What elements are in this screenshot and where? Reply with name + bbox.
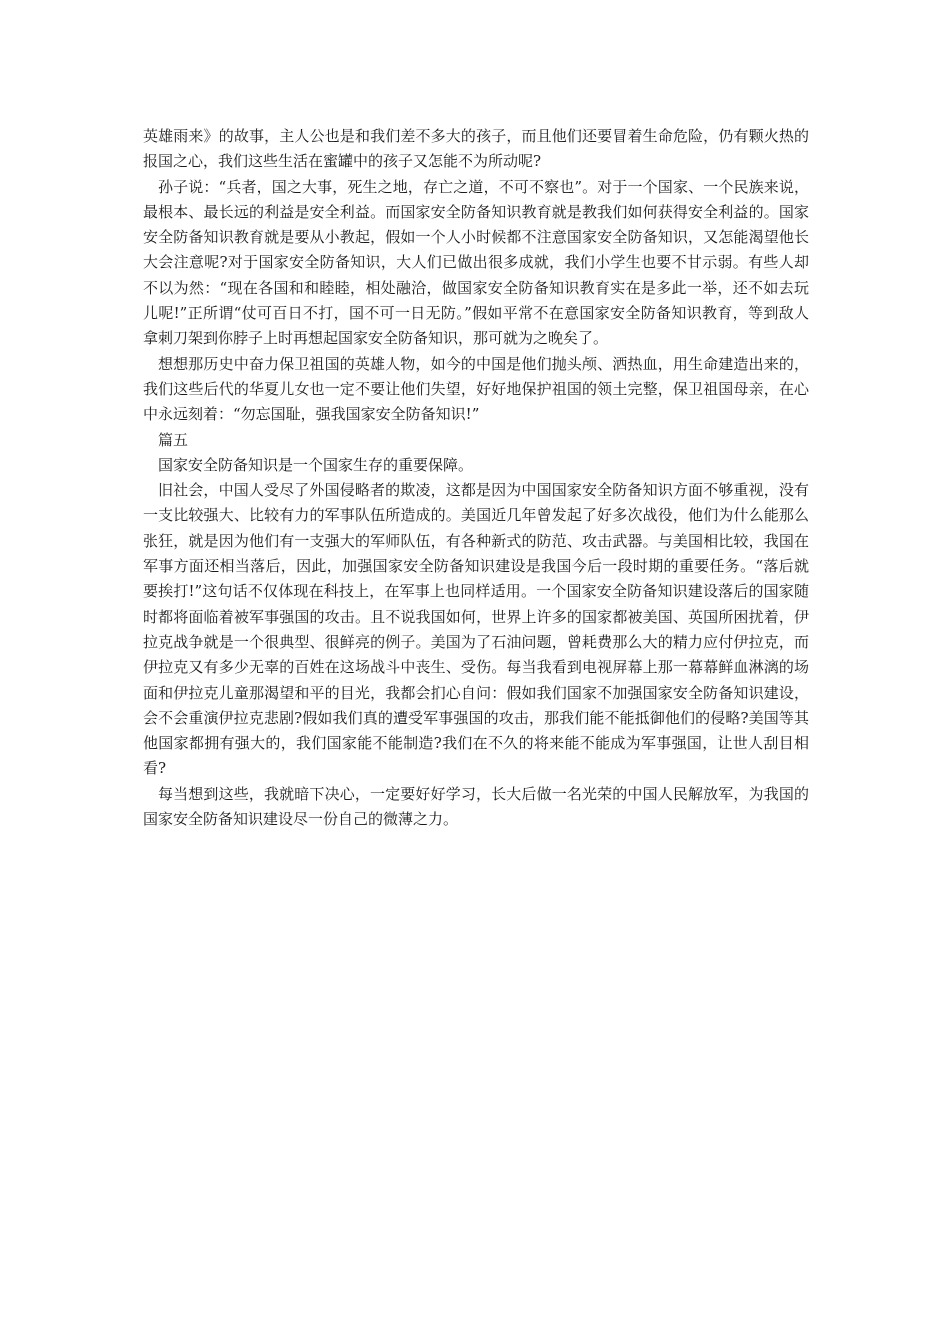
section-heading: 篇五 [158, 430, 189, 449]
document-body [143, 124, 809, 832]
paragraph: 英雄雨来》的故事，主人公也是和我们差不多大的孩子，而且他们还要冒着生命危险，仍有颗火热的报国之心，我们这些生活在蜜罐中的孩子又怎能不为所动呢? [143, 127, 809, 171]
paragraph: 旧社会，中国人受尽了外国侵略者的欺凌，这都是因为中国国家安全防备知识方面不够重视，没有一支比较强大、比较有力的军事队伍所造成的。美国近几年曾发起了好多次战役，他们为什么能那么张狂，就是因为他们有一支强大的军师队伍，有各种新式的防范、攻击武器。与美国相比较，我国在军事方面还相当落后，因此，加强国家安全防备知识建设是我国今后一段时期的重要任务。“落后就要挨打!”这句话不仅体现在科技上，在军事上也同样适用。一个国家安全防备知识建设落后的国家随时都将面临着被军事强国的攻击。且不说我国如何，世界上许多的国家都被美国、英国所困扰着，伊拉克战争就是一个很典型、很鲜亮的例子。美国为了石油问题，曾耗费那么大的精力应付伊拉克，而伊拉克又有多少无辜的百姓在这场战斗中丧生、受伤。每当我看到电视屏幕上那一幕幕鲜血淋漓的场面和伊拉克儿童那渴望和平的目光，我都会扪心自问：假如我们国家不加强国家安全防备知识建设，会不会重演伊拉克悲剧?假如我们真的遭受军事强国的攻击，那我们能不能抵御他们的侵略?美国等其他国家都拥有强大的，我们国家能不能制造?我们在不久的将来能不能成为军事强国，让世人刮目相看? [143, 481, 809, 778]
paragraph: 每当想到这些，我就暗下决心，一定要好好学习，长大后做一名光荣的中国人民解放军，为我国的国家安全防备知识建设尽一份自己的微薄之力。 [143, 784, 809, 829]
paragraph: 国家安全防备知识是一个国家生存的重要保障。 [158, 455, 474, 474]
paragraph: 想想那历史中奋力保卫祖国的英雄人物，如今的中国是他们抛头颅、洒热血，用生命建造出来的，我们这些后代的华夏儿女也一定不要让他们失望，好好地保护祖国的领土完整，保卫祖国母亲，在心中永远刻着：“勿忘国耻，强我国家安全防备知识!” [143, 354, 809, 424]
paragraph: 孙子说：“兵者，国之大事，死生之地，存亡之道，不可不察也”。对于一个国家、一个民族来说，最根本、最长远的利益是安全利益。而国家安全防备知识教育就是教我们如何获得安全利益的。国家安全防备知识教育就是要从小教起，假如一个人小时候都不注意国家安全防备知识，又怎能渴望他长大会注意呢?对于国家安全防备知识，大人们已做出很多成就，我们小学生也要不甘示弱。有些人却不以为然：“现在各国和和睦睦，相处融洽，做国家安全防备知识教育实在是多此一举，还不如去玩儿呢!”正所谓“仗可百日不打，国不可一日无防。”假如平常不在意国家安全防备知识教育，等到敌人拿刺刀架到你脖子上时再想起国家安全防备知识，那可就为之晚矣了。 [143, 177, 809, 348]
